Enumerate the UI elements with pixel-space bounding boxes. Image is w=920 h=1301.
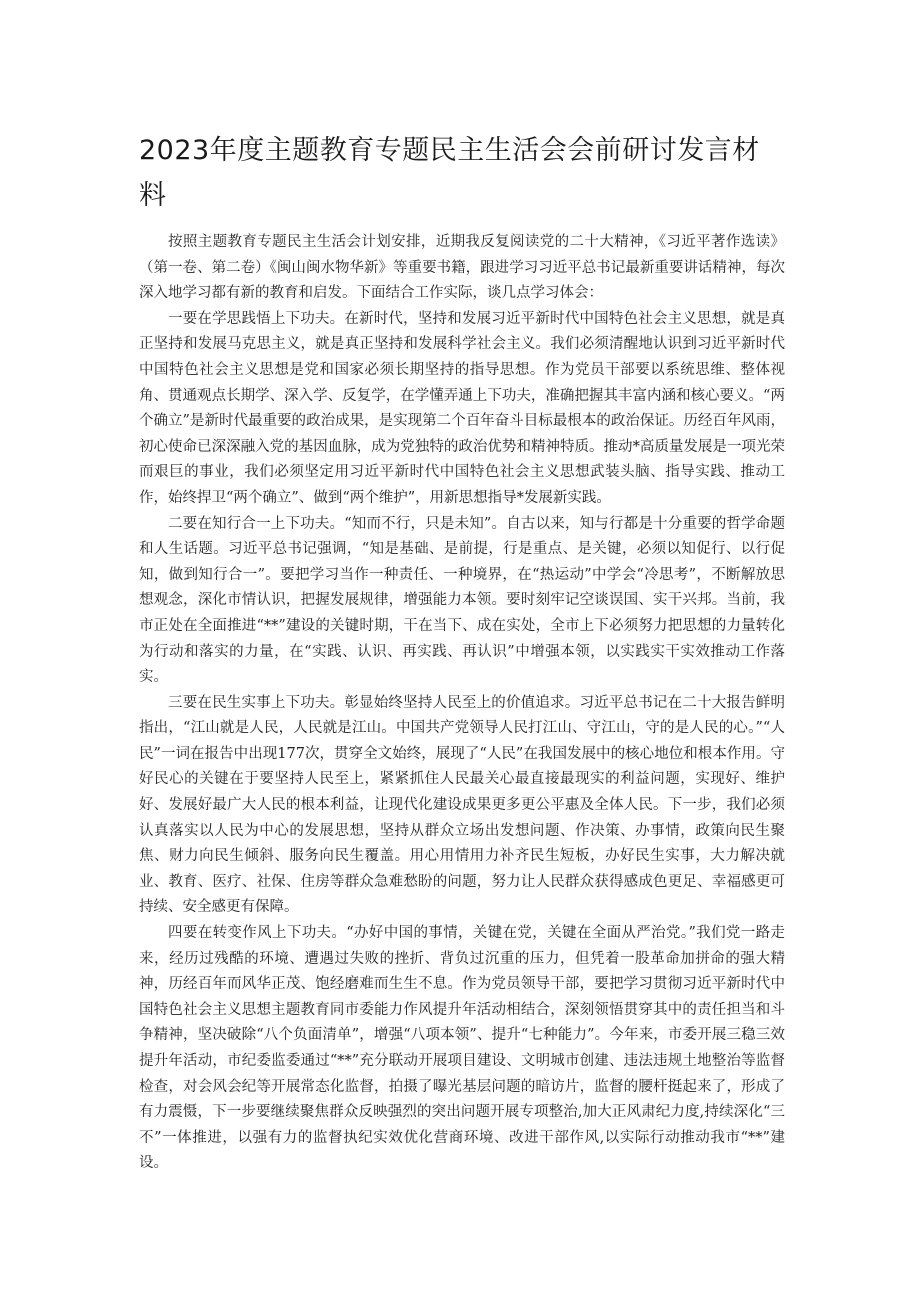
document-title: 2023年度主题教育专题民主生活会会前研讨发言材料 <box>139 135 760 211</box>
paragraph-point-2: 二要在知行合一上下功夫。“知而不行，只是未知”。自古以来，知与行都是十分重要的哲学命题和人生话题。习近平总书记强调，“知是基础、是前提，行是重点、是关键，必须以知促行、以行促知，做到知行合一”。要把学习当作一种责任、一种境界，在“热运动”中学会“冷思考”，不断解放思想观念，深化市情认识，把握发展规律，增强能力本领。要时刻牢记空谈误国、实干兴邦。当前，我市正处在全面推进“**”建设的关键时期，干在当下、成在实处，全市上下必须努力把思想的力量转化为行动和落实的力量，在“实践、认识、再实践、再认识”中增强本领，以实践实干实效推动工作落实。 <box>139 515 785 686</box>
paragraph-point-1: 一要在学思践悟上下功夫。在新时代，坚持和发展习近平新时代中国特色社会主义思想，就是真正坚持和发展马克思主义，就是真正坚持和发展科学社会主义。我们必须清醒地认识到习近平新时代中国特色社会主义思想是党和国家必须长期坚持的指导思想。作为党员干部要以系统思维、整体视角、贯通观点长期学、深入学、反复学，在学懂弄通上下功夫，准确把握其丰富内涵和核心要义。“两个确立”是新时代最重要的政治成果，是实现第二个百年奋斗目标最根本的政治保证。历经百年风雨，初心使命已深深融入党的基因血脉，成为党独特的政治优势和精神特质。推动*高质量发展是一项光荣而艰巨的事业，我们必须坚定用习近平新时代中国特色社会主义思想武装头脑、指导实践、推动工作，始终捍卫“两个确立”、做到“两个维护”，用新思想指导*发展新实践。 <box>139 310 785 506</box>
paragraph-intro: 按照主题教育专题民主生活会计划安排，近期我反复阅读党的二十大精神，《习近平著作选读》（第一卷、第二卷）《闽山闽水物华新》等重要书籍，跟进学习习近平总书记最新重要讲话精神，每次深入地学习都有新的教育和启发。下面结合工作实际，谈几点学习体会： <box>139 234 785 302</box>
document-body <box>139 230 785 1177</box>
paragraph-point-3: 三要在民生实事上下功夫。彰显始终坚持人民至上的价值追求。习近平总书记在二十大报告鲜明指出，“江山就是人民，人民就是江山。中国共产党领导人民打江山、守江山，守的是人民的心。”“人民”一词在报告中出现177次，贯穿全文始终，展现了“人民”在我国发展中的核心地位和根本作用。守好民心的关键在于要坚持人民至上，紧紧抓住人民最关心最直接最现实的利益问题，实现好、维护好、发展好最广大人民的根本利益，让现代化建设成果更多更公平惠及全体人民。下一步，我们必须认真落实以人民为中心的发展思想，坚持从群众立场出发想问题、作决策、办事情，政策向民生聚焦、财力向民生倾斜、服务向民生覆盖。用心用情用力补齐民生短板，办好民生实事，大力解决就业、教育、医疗、社保、住房等群众急难愁盼的问题，努力让人民群众获得感成色更足、幸福感更可持续、安全感更有保障。 <box>139 694 785 916</box>
paragraph-point-4: 四要在转变作风上下功夫。“办好中国的事情，关键在党，关键在全面从严治党。”我们党一路走来，经历过残酷的环境、遭遇过失败的挫折、背负过沉重的压力，但凭着一股革命加拼命的强大精神，历经百年而风华正茂、饱经磨难而生生不息。作为党员领导干部，要把学习贯彻习近平新时代中国特色社会主义思想主题教育同市委能力作风提升年活动相结合，深刻领悟贯穿其中的责任担当和斗争精神，坚决破除“八个负面清单”，增强“八项本领”、提升“七种能力”。今年来，市委开展三稳三效提升年活动，市纪委监委通过“**”充分联动开展项目建设、文明城市创建、违法违规土地整治等监督检查，对会风会纪等开展常态化监督，拍摄了曝光基层问题的暗访片，监督的腰杆挺起来了，形成了有力震慑，下一步要继续聚焦群众反映强烈的突出问题开展专项整治,加大正风肃纪力度,持续深化“三不”一体推进，以强有力的监督执纪实效优化营商环境、改进干部作风,以实际行动推动我市“**”建设。 <box>139 925 785 1172</box>
